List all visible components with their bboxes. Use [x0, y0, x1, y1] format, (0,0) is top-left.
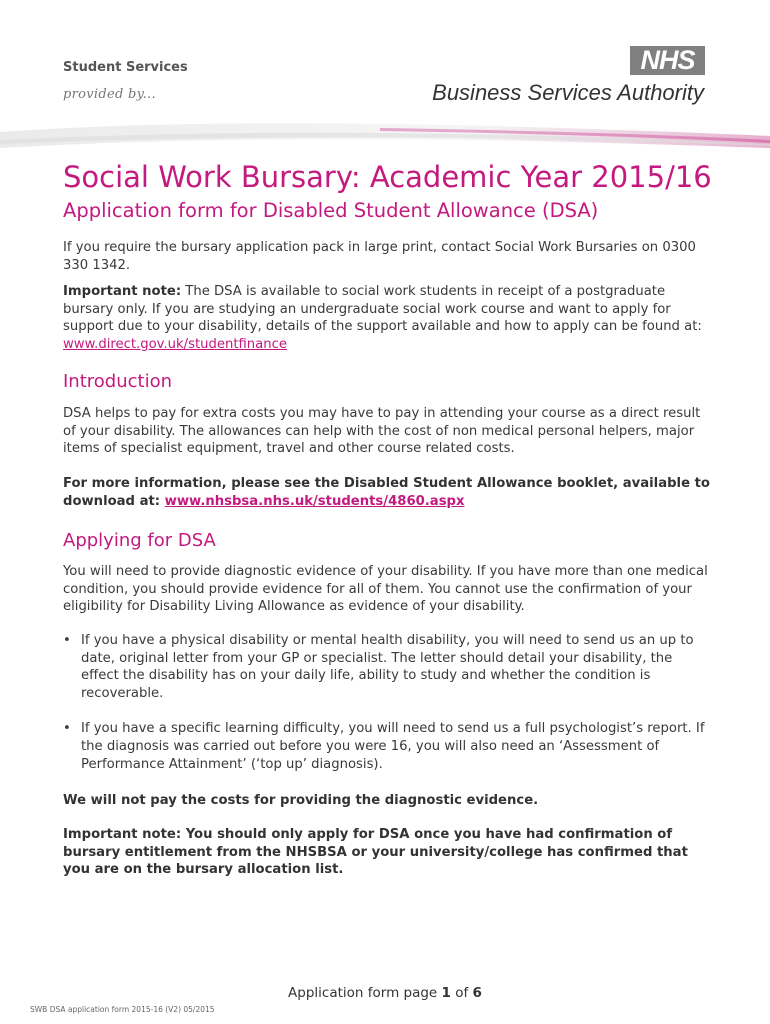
large-print-text: If you require the bursary application pack in large print, contact Social Work Bursaries on 0300 330 1342.: [63, 240, 696, 273]
page-title: Social Work Bursary: Academic Year 2015/16: [63, 160, 712, 194]
large-print-paragraph: [63, 239, 713, 274]
page-prefix: Application form page: [288, 985, 442, 1001]
student-services-label: Student Services: [63, 60, 188, 75]
page-number: [0, 985, 770, 1001]
important-note-text: The DSA is available to social work students in receipt of a postgraduate bursary only. If you are studying an undergraduate social work course and want to apply for support due to your disability, details of the support available and how to apply can be found at:: [63, 284, 702, 335]
page-subtitle: Application form for Disabled Student Allowance (DSA): [63, 199, 599, 222]
page-of: of: [450, 985, 473, 1001]
important-note-paragraph: [63, 283, 713, 353]
business-services-authority-label: Business Services Authority: [432, 80, 704, 105]
bullet-text: If you have a physical disability or mental health disability, you will need to send us an up to date, original letter from your GP or specialist. The letter should detail your disability, the effect the disability has on your daily life, ability to study and whether the condition is recoverable.: [81, 633, 694, 701]
bullet-item: • If you have a specific learning difficulty, you will need to send us a full psychologist’s report. If the diagnosis was carried out before you were 16, you will also need an ‘Assessment of Performance Attainment’ (‘top up’ diagnosis).: [63, 721, 705, 772]
introduction-paragraph: [63, 405, 713, 458]
studentfinance-link[interactable]: www.direct.gov.uk/studentfinance: [63, 336, 287, 352]
no-pay-text: We will not pay the costs for providing the diagnostic evidence.: [63, 793, 539, 808]
dsa-booklet-link[interactable]: www.nhsbsa.nhs.uk/students/4860.aspx: [164, 493, 465, 509]
provided-by-label: provided by...: [63, 87, 156, 102]
introduction-text: DSA helps to pay for extra costs you may have to pay in attending your course as a direct result of your disability. The allowances can help with the cost of non medical personal helpers, major items of specialist equipment, travel and other course related costs.: [63, 406, 701, 457]
header-swoosh-graphic: [0, 110, 770, 160]
important-note-label: Important note:: [63, 284, 182, 299]
applying-text: You will need to provide diagnostic evidence of your disability. If you have more than one medical condition, you should provide evidence for all of them. You cannot use the confirmation of your eligibility for Disability Living Allowance as evidence of your disability.: [63, 564, 708, 615]
important-note-2-paragraph: [63, 826, 713, 879]
more-info-text: For more information, please see the Disabled Student Allowance booklet, available to download at:: [63, 476, 710, 509]
more-info-paragraph: [63, 475, 713, 510]
nhs-logo: NHS: [630, 46, 705, 75]
applying-heading: Applying for DSA: [63, 530, 216, 551]
page-total: 6: [472, 985, 482, 1001]
applying-paragraph: [63, 563, 713, 616]
evidence-bullets: [63, 632, 713, 773]
important-note-2-text: Important note: You should only apply for DSA once you have had confirmation of bursary entitlement from the NHSBSA or your university/college has confirmed that you are on the bursary allocation list.: [63, 827, 688, 878]
form-reference: SWB DSA application form 2015-16 (V2) 05/2015: [30, 1005, 215, 1014]
page-current: 1: [441, 985, 451, 1001]
no-pay-paragraph: [63, 792, 713, 810]
introduction-heading: Introduction: [63, 371, 173, 392]
bullet-text: If you have a specific learning difficulty, you will need to send us a full psychologist’s report. If the diagnosis was carried out before you were 16, you will also need an ‘Assessment of Performance Attainment’ (‘top up’ diagnosis).: [81, 721, 705, 772]
bullet-item: • If you have a physical disability or mental health disability, you will need to send us an up to date, original letter from your GP or specialist. The letter should detail your disability, the effect the disability has on your daily life, ability to study and whether the condition is recoverable.: [63, 633, 694, 701]
